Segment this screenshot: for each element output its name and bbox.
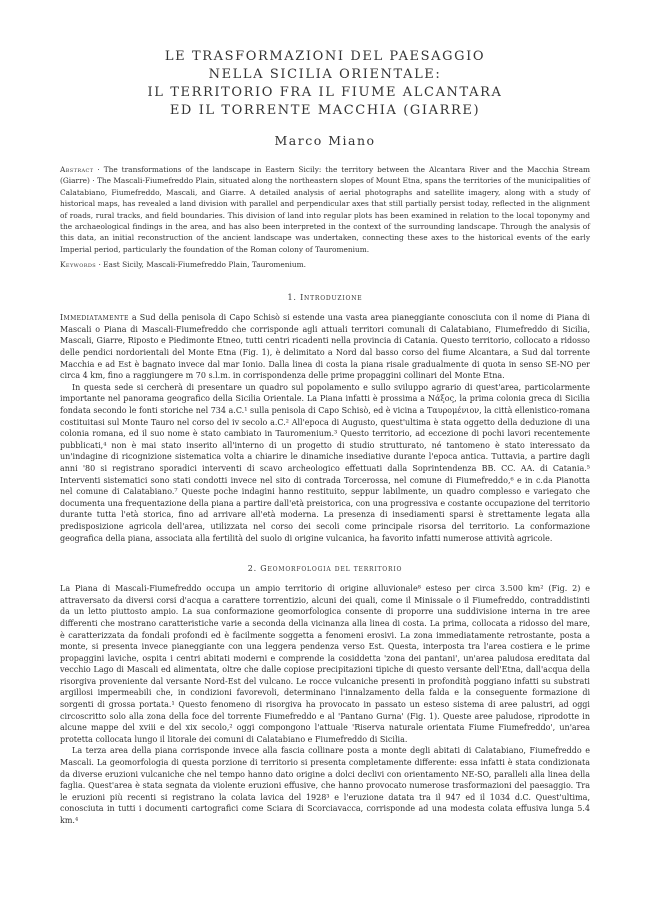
intro-paragraph-2: In questa sede si cercherà di presentare un quadro sul popolamento e sullo sviluppo agrario di quest'area, particolarmente importante nel panorama geografico della Sicilia Orientale. La Piana infatti è prossima a Νάξος, la prima colonia greca di Sicilia fondata secondo le fonti storiche nel 734 a.C.¹ sulla penisola di Capo Schisò, ed è vicina a Ταυρομένιον, la città ellenistico-romana costituitasi sul Monte Tauro nel corso del iv secolo a.C.² All'epoca di Augusto, quest'ultima è stata oggetto della deduzione di una colonia romana, ed il suo nome è stato cambiato in Tauromenium.³ Questo territorio, ad eccezione di pochi lavori recentemente pubblicati,⁴ non è mai stato inserito all'interno di un progetto di studio strutturato, né tantomeno è stato interessato da un'indagine di ricognizione sistematica volta a chiarire le dinamiche insediative durante l'epoca antica. Tuttavia, a partire dagli anni '80 si registrano sporadici interventi di scavo archeologico effettuati dalla Soprintendenza BB. CC. AA. di Catania.⁵ Interventi sistematici sono stati condotti invece nel sito di contrada Torcerossa, nel comune di Fiumefreddo,⁶ e in c.da Pianotta nel comune di Calatabiano.⁷ Queste poche indagini hanno restituito, seppur labilmente, un quadro complesso e variegato che documenta una frequentazione della piana a partire dall'età preistorica, con una progressiva e costante occupazione del territorio durante tutta l'età storica, fino ad arrivare all'età moderna. La presenza di insediamenti sparsi è strettamente legata alla predisposizione agricola dell'area, utilizzata nel corso dei secoli come principale risorsa del territorio. La conformazione geografica della piana, associata alla fertilità del suolo di origine vulcanica, ha favorito infatti numerose attività agricole. — [60, 382, 590, 543]
article-title — [60, 48, 590, 120]
title-line: LE TRASFORMAZIONI DEL PAESAGGIO — [164, 49, 486, 64]
title-line: NELLA SICILIA ORIENTALE: — [208, 67, 442, 82]
author-name: Marco Miano — [274, 133, 376, 148]
article-page — [60, 48, 590, 827]
abstract-text: · The transformations of the landscape in Eastern Sicily: the territory between the Alcantara River and the Macchia Stream (Giarre) · The Mascali-Fiumefreddo Plain, situated along the northeastern slopes of Mount Etna, spans the territories of the municipalities of Calatabiano, Fiumefreddo, Mascali, and Giarre. A detailed analysis of aerial photographs and satellite imagery, along with a study of historical maps, has revealed a land division with parallel and perpendicular axes that still partially persist today, reflected in the alignment of roads, rural tracks, and field boundaries. This division of land into regular plots has been examined in relation to the local toponymy and the archaeological findings in the area, and has also been interpreted in the context of the surrounding landscape. Through the analysis of this data, an initial reconstruction of the ancient landscape was undertaken, connecting these axes to the historical events of the early Imperial period, particularly the foundation of the Roman colony of Tauromenium. — [60, 165, 590, 254]
geo-paragraph-1: La Piana di Mascali-Fiumefreddo occupa un ampio territorio di origine alluvionale⁸ esteso per circa 3.500 km² (Fig. 2) e attraversato da diversi corsi d'acqua a carattere torrentizio, alcuni dei quali, come il Minissale o il Fiumefreddo, contraddistinti da un letto piuttosto ampio. La sua conformazione geomorfologica consente di proporre una suddivisione interna in tre aree differenti che mostrano caratteristiche varie a seconda della vicinanza alla linea di costa. La prima, collocata a ridosso del mare, è caratterizzata da fondali profondi ed è facilmente soggetta a fenomeni erosivi. La zona immediatamente retrostante, posta a monte, si presenta invece pianeggiante con una leggera pendenza verso Est. Questa, interposta tra l'area costiera e le prime propaggini laviche, ospita i centri abitati moderni e comprende la cosiddetta 'zona dei pantani', un'area paludosa ereditata dal vecchio Lago di Mascali ed alimentata, oltre che dalle copiose precipitazioni tipiche di questo versante dell'Etna, dall'acqua della risorgiva proveniente dal versante Nord-Est del vulcano. Le rocce vulcaniche presenti in profondità poggiano infatti su substrati argillosi impermeabili che, in condizioni favorevoli, determinano l'innalzamento della falda e la conseguente formazione di sorgenti di grossa portata.¹ Questo fenomeno di risorgiva ha provocato in passato un esteso sistema di aree palustri, ad oggi circoscritto solo alla zona della foce del torrente Fiumefreddo e al 'Pantano Gurna' (Fig. 1). Queste aree paludose, riprodotte in alcune mappe del xviii e del xix secolo,² oggi compongono l'attuale 'Riserva naturale orientata Fiume Fiumefreddo', un'area protetta collocata lungo il litorale dei comuni di Calatabiano e Fiumefreddo di Sicilia. — [60, 584, 590, 744]
keywords — [60, 260, 590, 269]
abstract — [60, 164, 590, 255]
lead-word: Immediatamente — [60, 313, 129, 323]
abstract-label: Abstract — [60, 165, 94, 174]
section-heading-introduction: 1. Introduzione — [287, 293, 363, 303]
keywords-text: · East Sicily, Mascali-Fiumefreddo Plain, Tauromenium. — [96, 260, 307, 270]
keywords-label: Keywords — [60, 260, 97, 270]
title-line: IL TERRITORIO FRA IL FIUME ALCANTARA — [147, 85, 503, 100]
title-line: ED IL TORRENTE MACCHIA (GIARRE) — [169, 103, 481, 118]
geo-paragraph-2: La terza area della piana corrisponde invece alla fascia collinare posta a monte degli abitati di Calatabiano, Fiumefreddo e Mascali. La geomorfologia di questa porzione di territorio si presenta completamente differente: essa infatti è stata condizionata da diverse eruzioni vulcaniche che nel tempo hanno dato origine a dolci declivi con orientamento NE-SO, paralleli alla linea della faglia. Quest'area è stata segnata da violente eruzioni effusive, che hanno provocato numerose trasformazioni del paesaggio. Tra le eruzioni più recenti si registrano la colata lavica del 1928³ e l'eruzione datata tra il 947 ed il 1034 d.C. Quest'ultima, conosciuta in tutti i documenti cartografici come Sciara di Scorciavacca, corrisponde ad una modesta colata effusiva lunga 5.4 km.⁴ — [60, 746, 590, 825]
intro-paragraph-1 — [60, 312, 590, 382]
section-heading-geomorphology: 2. Geomorfologia del territorio — [247, 564, 403, 574]
intro-paragraph-1-text: a Sud della penisola di Capo Schisò si estende una vasta area pianeggiante conosciuta con il nome di Piana di Mascali o Piana di Mascali-Fiumefreddo che corrisponde agli attuali territori comunali di Calatabiano, Fiumefreddo di Sicilia, Mascali, Giarre, Riposto e Piedimonte Etneo, tutti centri ricadenti nella provincia di Catania. Questo territorio, collocato a ridosso delle pendici nordorientali del Monte Etna (Fig. 1), è delimitato a Nord dal basso corso del fiume Alcantara, a Sud dal torrente Macchia e ad Est è bagnato invece dal mar Ionio. Dalla linea di costa la piana risale gradualmente di quota in senso SE-NO per circa 4 km, fino a raggiungere m 70 s.l.m. in corrispondenza delle prime propaggini collinari del Monte Etna. — [60, 313, 590, 381]
